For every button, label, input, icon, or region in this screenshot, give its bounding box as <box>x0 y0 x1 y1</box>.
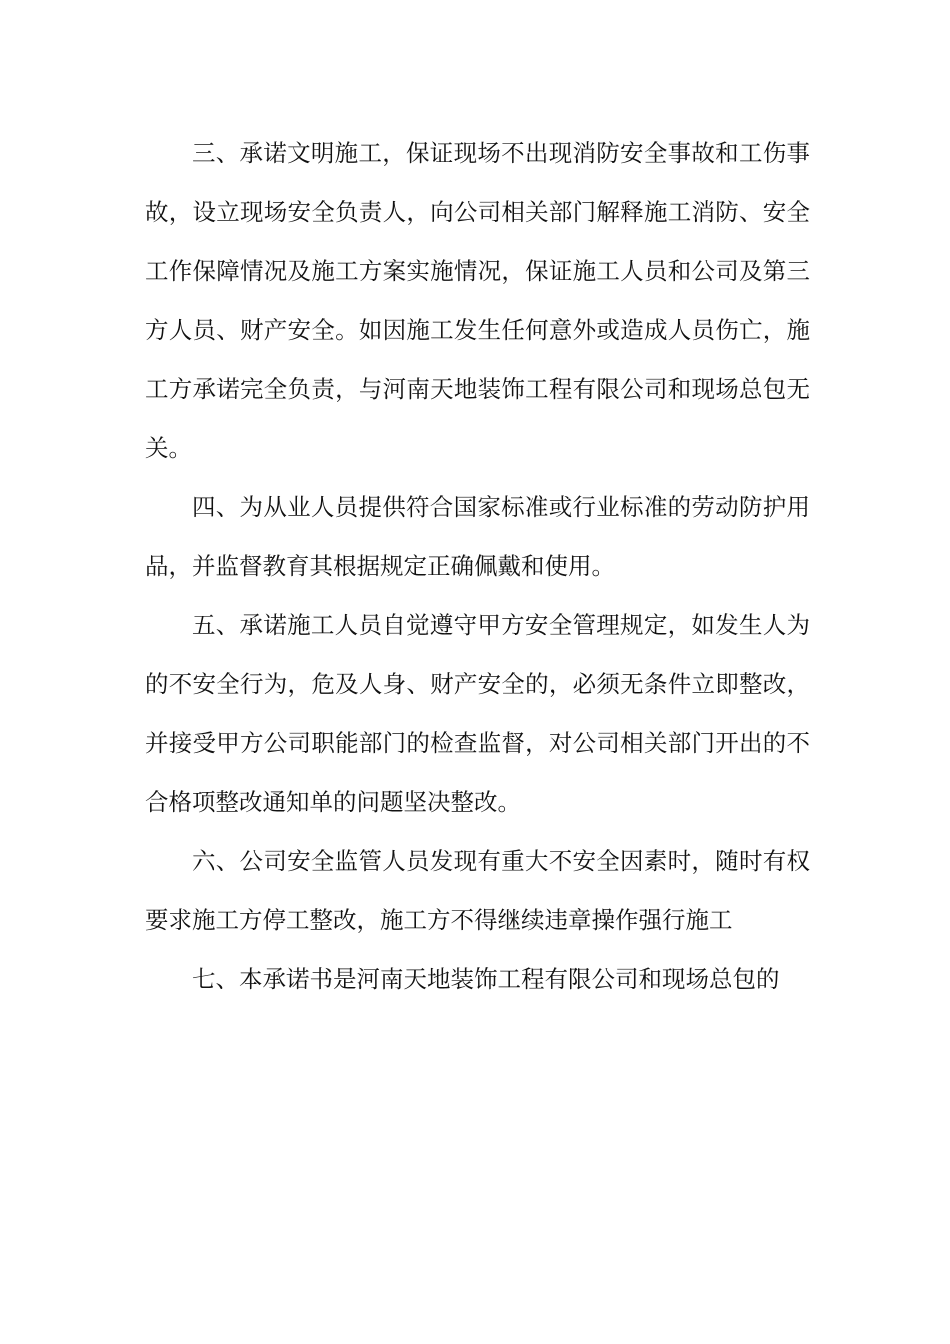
paragraph-item-6: 六、公司安全监管人员发现有重大不安全因素时，随时有权要求施工方停工整改，施工方不得继续违章操作强行施工 <box>145 847 810 934</box>
paragraph-item-5: 五、承诺施工人员自觉遵守甲方安全管理规定，如发生人为的不安全行为，危及人身、财产安全的，必须无条件立即整改，并接受甲方公司职能部门的检查监督，对公司相关部门开出的不合格项整改通知单的问题坚决整改。 <box>145 611 810 816</box>
paragraph-item-7: 七、本承诺书是河南天地装饰工程有限公司和现场总包的 <box>192 965 780 993</box>
paragraph-item-3: 三、承诺文明施工，保证现场不出现消防安全事故和工伤事故，设立现场安全负责人，向公司相关部门解释施工消防、安全工作保障情况及施工方案实施情况，保证施工人员和公司及第三方人员、财产安全。如因施工发生任何意外或造成人员伤亡，施工方承诺完全负责，与河南天地装饰工程有限公司和现场总包无关。 <box>145 139 810 462</box>
paragraph-item-4: 四、为从业人员提供符合国家标准或行业标准的劳动防护用品，并监督教育其根据规定正确佩戴和使用。 <box>145 493 810 580</box>
document-body <box>145 124 810 1009</box>
